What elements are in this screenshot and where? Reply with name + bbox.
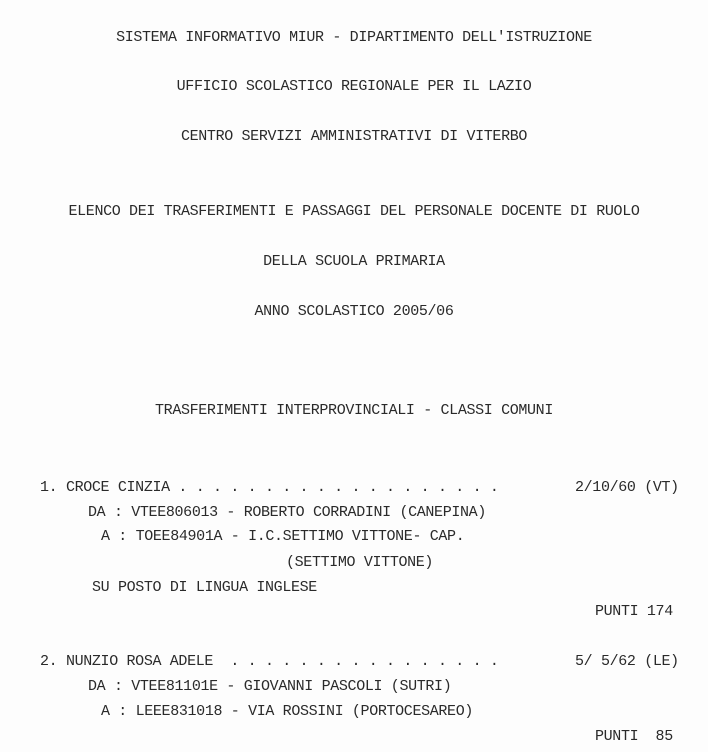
section-title: TRASFERIMENTI INTERPROVINCIALI - CLASSI COMUNI	[155, 402, 553, 419]
entry-1-punti: PUNTI 174	[595, 603, 673, 620]
entry-1-birth: 2/10/60 (VT)	[575, 479, 679, 496]
title-line-1: ELENCO DEI TRASFERIMENTI E PASSAGGI DEL PERSONALE DOCENTE DI RUOLO	[68, 203, 640, 220]
entry-1-da: DA : VTEE806013 - ROBERTO CORRADINI (CANEPINA)	[88, 504, 486, 521]
entry-2-a: A : LEEE831018 - VIA ROSSINI (PORTOCESAREO)	[101, 703, 474, 720]
entry-2-birth: 5/ 5/62 (LE)	[575, 653, 679, 670]
title-line-2: DELLA SCUOLA PRIMARIA	[263, 253, 445, 270]
entry-1-note: SU POSTO DI LINGUA INGLESE	[92, 579, 317, 596]
entry-2-punti: PUNTI 85	[595, 728, 673, 745]
entry-2-name: 2. NUNZIO ROSA ADELE . . . . . . . . . . . . . . . .	[40, 653, 499, 670]
header-line-3: CENTRO SERVIZI AMMINISTRATIVI DI VITERBO	[180, 128, 528, 145]
entry-1-name: 1. CROCE CINZIA . . . . . . . . . . . . . . . . . . .	[40, 479, 499, 496]
header-line-2: UFFICIO SCOLASTICO REGIONALE PER IL LAZIO	[176, 78, 532, 95]
entry-1-a: A : TOEE84901A - I.C.SETTIMO VITTONE- CAP.	[101, 528, 465, 545]
title-line-3: ANNO SCOLASTICO 2005/06	[254, 303, 454, 320]
entry-1-a-cont: (SETTIMO VITTONE)	[286, 554, 434, 571]
header-line-1: SISTEMA INFORMATIVO MIUR - DIPARTIMENTO DELL'ISTRUZIONE	[116, 29, 592, 46]
entry-2-da: DA : VTEE81101E - GIOVANNI PASCOLI (SUTRI)	[88, 678, 452, 695]
